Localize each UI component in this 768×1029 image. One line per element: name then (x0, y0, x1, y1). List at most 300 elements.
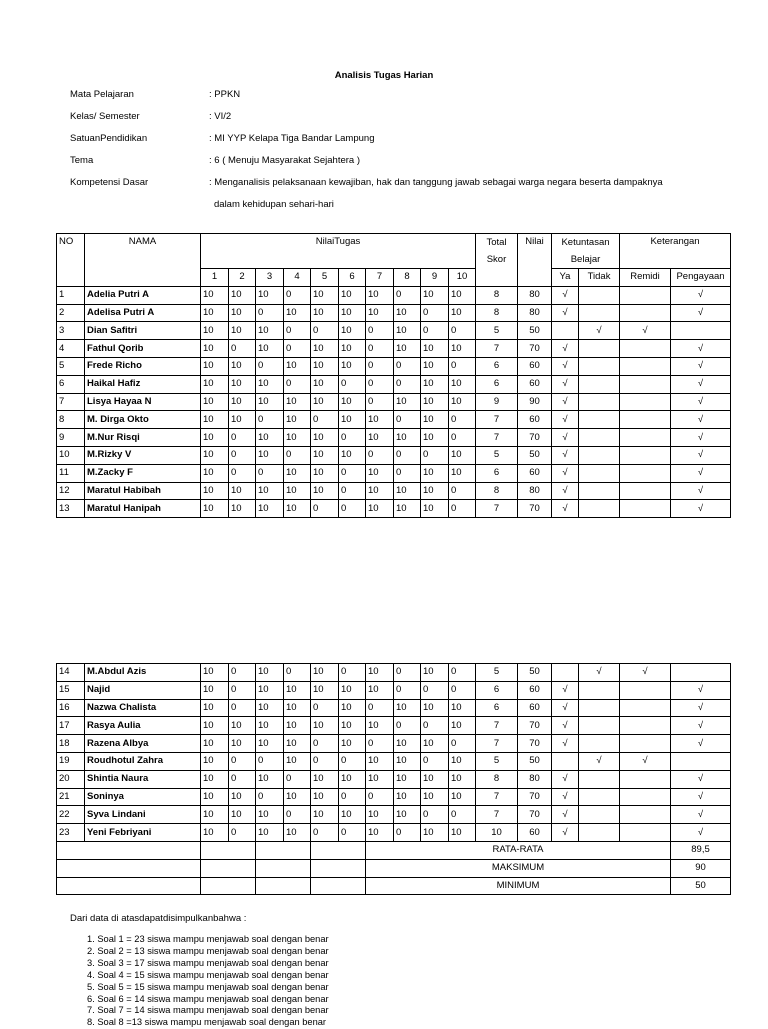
row-score: 0 (366, 340, 394, 358)
summary-blank (256, 859, 311, 877)
row-pengayaan: √ (671, 770, 731, 788)
row-total-skor: 7 (476, 429, 518, 447)
row-nilai: 70 (518, 429, 552, 447)
row-nama: Adelia Putri A (85, 286, 201, 304)
row-score: 0 (394, 375, 421, 393)
row-nama: Nazwa Chalista (85, 699, 201, 717)
header-ya: Ya (552, 269, 579, 287)
header-remidi: Remidi (620, 269, 671, 287)
row-score: 10 (229, 393, 256, 411)
header-nilai-tugas: NilaiTugas (201, 234, 476, 269)
row-score: 10 (339, 304, 366, 322)
row-ya: √ (552, 788, 579, 806)
row-score: 10 (394, 788, 421, 806)
row-total-skor: 6 (476, 357, 518, 375)
row-ya: √ (552, 357, 579, 375)
row-score: 10 (394, 340, 421, 358)
row-tidak (579, 788, 620, 806)
row-score: 10 (201, 717, 229, 735)
header-total-line1: Total (486, 237, 507, 248)
row-score: 0 (394, 446, 421, 464)
row-score: 10 (394, 482, 421, 500)
row-pengayaan: √ (671, 464, 731, 482)
row-no: 19 (57, 752, 85, 770)
row-score: 0 (229, 340, 256, 358)
meta-value: : 6 ( Menuju Masyarakat Sejahtera ) (209, 155, 361, 166)
summary-blank (57, 877, 201, 895)
meta-row-kd-cont (70, 198, 750, 220)
row-score: 0 (449, 482, 476, 500)
summary-blank (256, 877, 311, 895)
table-row (57, 375, 731, 393)
row-score: 10 (311, 357, 339, 375)
grades-table-part1 (56, 233, 731, 518)
row-score: 0 (394, 664, 421, 682)
row-score: 0 (394, 464, 421, 482)
row-total-skor: 10 (476, 824, 518, 842)
row-score: 0 (421, 322, 449, 340)
row-nama: Najid (85, 681, 201, 699)
row-score: 10 (311, 717, 339, 735)
summary-blank (57, 859, 201, 877)
row-remidi (620, 824, 671, 842)
row-score: 10 (284, 788, 311, 806)
row-score: 10 (311, 446, 339, 464)
row-nama: Adelisa Putri A (85, 304, 201, 322)
header-nama: NAMA (85, 234, 201, 287)
meta-row-tema (70, 154, 750, 176)
row-score: 0 (311, 322, 339, 340)
row-score: 10 (311, 393, 339, 411)
row-total-skor: 6 (476, 375, 518, 393)
row-score: 0 (366, 322, 394, 340)
row-ya: √ (552, 806, 579, 824)
row-score: 10 (201, 806, 229, 824)
row-nilai: 80 (518, 482, 552, 500)
row-score: 10 (366, 464, 394, 482)
row-nilai: 50 (518, 664, 552, 682)
row-score: 10 (366, 664, 394, 682)
row-no: 12 (57, 482, 85, 500)
row-total-skor: 5 (476, 664, 518, 682)
row-score: 0 (284, 664, 311, 682)
row-score: 10 (394, 770, 421, 788)
row-score: 10 (256, 699, 284, 717)
summary-blank (311, 877, 366, 895)
row-score: 10 (421, 357, 449, 375)
row-score: 10 (256, 681, 284, 699)
table-row (57, 340, 731, 358)
row-score: 0 (284, 340, 311, 358)
row-score: 10 (229, 482, 256, 500)
row-ya: √ (552, 304, 579, 322)
meta-info (70, 88, 750, 220)
row-nilai: 60 (518, 464, 552, 482)
row-ya (552, 664, 579, 682)
row-score: 0 (449, 681, 476, 699)
row-score: 0 (366, 446, 394, 464)
row-score: 10 (449, 770, 476, 788)
table-row (57, 664, 731, 682)
row-tidak (579, 770, 620, 788)
row-score: 10 (201, 411, 229, 429)
row-ya (552, 322, 579, 340)
row-ya: √ (552, 411, 579, 429)
row-score: 10 (449, 375, 476, 393)
conclusion-list (87, 934, 329, 1029)
row-score: 10 (284, 393, 311, 411)
header-no: NO (57, 234, 85, 287)
header-tidak: Tidak (579, 269, 620, 287)
table-row (57, 286, 731, 304)
row-score: 0 (256, 464, 284, 482)
row-total-skor: 6 (476, 699, 518, 717)
row-remidi (620, 788, 671, 806)
row-tidak (579, 411, 620, 429)
row-score: 10 (394, 304, 421, 322)
table-row (57, 717, 731, 735)
row-score: 0 (366, 699, 394, 717)
row-score: 10 (366, 752, 394, 770)
conclusion-item: 1. Soal 1 = 23 siswa mampu menjawab soal dengan benar (87, 934, 329, 944)
row-score: 10 (229, 500, 256, 518)
meta-label: Kelas/ Semester (70, 111, 140, 122)
row-score: 10 (394, 429, 421, 447)
row-nama: Dian Safitri (85, 322, 201, 340)
row-score: 10 (311, 788, 339, 806)
row-nilai: 50 (518, 322, 552, 340)
summary-blank (311, 859, 366, 877)
row-remidi (620, 304, 671, 322)
row-score: 0 (311, 699, 339, 717)
row-score: 10 (421, 500, 449, 518)
row-score: 0 (421, 806, 449, 824)
table-row (57, 482, 731, 500)
row-pengayaan: √ (671, 340, 731, 358)
row-nama: M. Dirga Okto (85, 411, 201, 429)
row-remidi (620, 393, 671, 411)
row-tidak (579, 717, 620, 735)
row-score: 10 (311, 286, 339, 304)
row-score: 0 (339, 375, 366, 393)
header-soal: 9 (421, 269, 449, 287)
row-remidi (620, 770, 671, 788)
table-row (57, 699, 731, 717)
row-pengayaan: √ (671, 824, 731, 842)
row-score: 0 (284, 806, 311, 824)
page-title: Analisis Tugas Harian (334, 70, 434, 81)
row-score: 10 (339, 340, 366, 358)
row-pengayaan: √ (671, 393, 731, 411)
row-score: 10 (421, 340, 449, 358)
header-pengayaan: Pengayaan (671, 269, 731, 287)
row-nama: Maratul Habibah (85, 482, 201, 500)
row-score: 10 (339, 681, 366, 699)
row-no: 17 (57, 717, 85, 735)
row-score: 10 (366, 806, 394, 824)
table-row (57, 752, 731, 770)
row-score: 0 (449, 429, 476, 447)
meta-value: : VI/2 (209, 111, 232, 122)
row-score: 10 (311, 806, 339, 824)
row-score: 10 (229, 357, 256, 375)
row-nama: M.Nur Risqi (85, 429, 201, 447)
meta-value-continued: dalam kehidupan sehari-hari (214, 199, 334, 210)
row-score: 10 (284, 500, 311, 518)
row-score: 10 (394, 393, 421, 411)
row-score: 10 (394, 500, 421, 518)
row-nama: Syva Lindani (85, 806, 201, 824)
summary-blank (201, 877, 256, 895)
row-nama: Haikal Hafiz (85, 375, 201, 393)
row-score: 10 (394, 735, 421, 753)
row-score: 10 (284, 699, 311, 717)
row-score: 0 (256, 752, 284, 770)
row-score: 10 (339, 699, 366, 717)
row-score: 10 (311, 340, 339, 358)
row-score: 0 (449, 735, 476, 753)
row-score: 10 (256, 322, 284, 340)
header-ketuntasan-line1: Ketuntasan (561, 237, 610, 248)
row-score: 0 (339, 500, 366, 518)
row-pengayaan: √ (671, 735, 731, 753)
row-nama: Fathul Qorib (85, 340, 201, 358)
row-score: 0 (449, 664, 476, 682)
meta-row-satuan (70, 132, 750, 154)
row-score: 10 (339, 717, 366, 735)
row-tidak (579, 824, 620, 842)
meta-label: SatuanPendidikan (70, 133, 148, 144)
table-row (57, 429, 731, 447)
row-score: 10 (284, 304, 311, 322)
row-remidi: √ (620, 752, 671, 770)
row-nama: Roudhotul Zahra (85, 752, 201, 770)
row-score: 0 (284, 322, 311, 340)
row-score: 10 (449, 286, 476, 304)
row-score: 10 (201, 375, 229, 393)
row-total-skor: 6 (476, 681, 518, 699)
row-score: 10 (229, 717, 256, 735)
row-nilai: 90 (518, 393, 552, 411)
row-score: 10 (256, 429, 284, 447)
row-score: 10 (284, 752, 311, 770)
row-score: 10 (366, 429, 394, 447)
row-no: 23 (57, 824, 85, 842)
row-score: 0 (339, 824, 366, 842)
row-tidak (579, 357, 620, 375)
row-score: 10 (449, 699, 476, 717)
row-nilai: 50 (518, 446, 552, 464)
header-soal: 2 (229, 269, 256, 287)
header-keterangan: Keterangan (620, 234, 731, 269)
row-pengayaan: √ (671, 286, 731, 304)
row-tidak (579, 735, 620, 753)
row-score: 10 (229, 322, 256, 340)
row-total-skor: 9 (476, 393, 518, 411)
row-score: 0 (256, 357, 284, 375)
table-row (57, 500, 731, 518)
row-score: 10 (229, 735, 256, 753)
row-score: 10 (366, 681, 394, 699)
row-total-skor: 5 (476, 752, 518, 770)
row-ya: √ (552, 429, 579, 447)
row-score: 10 (284, 411, 311, 429)
row-score: 10 (366, 286, 394, 304)
conclusion-item: 6. Soal 6 = 14 siswa mampu menjawab soal dengan benar (87, 993, 329, 1004)
row-score: 10 (256, 806, 284, 824)
row-no: 10 (57, 446, 85, 464)
row-nilai: 80 (518, 770, 552, 788)
row-remidi (620, 446, 671, 464)
row-score: 10 (284, 429, 311, 447)
row-score: 10 (229, 806, 256, 824)
row-pengayaan: √ (671, 806, 731, 824)
row-score: 10 (201, 393, 229, 411)
row-nilai: 80 (518, 286, 552, 304)
header-ketuntasan-line2: Belajar (570, 254, 601, 265)
table-row (57, 770, 731, 788)
meta-label: Mata Pelajaran (70, 89, 134, 100)
meta-row-kd (70, 176, 750, 198)
row-score: 10 (284, 357, 311, 375)
row-nilai: 60 (518, 375, 552, 393)
row-nama: Yeni Febriyani (85, 824, 201, 842)
row-score: 10 (394, 752, 421, 770)
row-score: 10 (256, 286, 284, 304)
row-score: 10 (339, 446, 366, 464)
row-score: 10 (449, 340, 476, 358)
row-pengayaan: √ (671, 446, 731, 464)
row-score: 0 (394, 286, 421, 304)
row-remidi (620, 429, 671, 447)
row-nilai: 80 (518, 304, 552, 322)
row-no: 1 (57, 286, 85, 304)
row-score: 0 (366, 735, 394, 753)
row-score: 0 (366, 788, 394, 806)
row-score: 10 (201, 664, 229, 682)
row-score: 0 (366, 357, 394, 375)
row-nama: Maratul Hanipah (85, 500, 201, 518)
row-score: 0 (229, 446, 256, 464)
grades-table-part2 (56, 663, 731, 895)
header-soal: 1 (201, 269, 229, 287)
row-total-skor: 7 (476, 411, 518, 429)
row-remidi (620, 340, 671, 358)
row-tidak (579, 482, 620, 500)
row-score: 0 (421, 752, 449, 770)
row-no: 9 (57, 429, 85, 447)
row-score: 0 (256, 788, 284, 806)
row-score: 10 (449, 464, 476, 482)
row-score: 10 (256, 446, 284, 464)
summary-label: MAKSIMUM (366, 859, 671, 877)
row-score: 10 (366, 824, 394, 842)
row-score: 10 (366, 770, 394, 788)
row-score: 10 (366, 500, 394, 518)
row-no: 7 (57, 393, 85, 411)
row-score: 10 (421, 375, 449, 393)
row-no: 18 (57, 735, 85, 753)
row-score: 0 (284, 375, 311, 393)
row-score: 10 (311, 664, 339, 682)
row-score: 0 (421, 446, 449, 464)
row-score: 0 (256, 411, 284, 429)
row-no: 22 (57, 806, 85, 824)
row-remidi: √ (620, 322, 671, 340)
row-score: 0 (449, 357, 476, 375)
row-no: 16 (57, 699, 85, 717)
summary-label: RATA-RATA (366, 841, 671, 859)
row-score: 10 (201, 788, 229, 806)
meta-row-kelas (70, 110, 750, 132)
row-tidak (579, 304, 620, 322)
summary-value: 90 (671, 859, 731, 877)
row-total-skor: 8 (476, 482, 518, 500)
row-nilai: 60 (518, 824, 552, 842)
row-score: 10 (449, 717, 476, 735)
row-remidi (620, 735, 671, 753)
row-score: 10 (311, 681, 339, 699)
row-score: 10 (421, 482, 449, 500)
meta-value: : PPKN (209, 89, 241, 100)
row-nilai: 60 (518, 681, 552, 699)
summary-blank (57, 841, 201, 859)
summary-row (57, 841, 731, 859)
row-nama: Frede Richo (85, 357, 201, 375)
row-remidi: √ (620, 664, 671, 682)
row-score: 10 (229, 788, 256, 806)
conclusion-item: 8. Soal 8 =13 siswa mampu menjawab soal dengan benar (87, 1017, 327, 1028)
row-remidi (620, 482, 671, 500)
row-score: 10 (339, 357, 366, 375)
row-score: 10 (339, 286, 366, 304)
row-score: 0 (339, 429, 366, 447)
row-pengayaan: √ (671, 375, 731, 393)
row-pengayaan: √ (671, 699, 731, 717)
row-remidi (620, 375, 671, 393)
row-score: 0 (421, 681, 449, 699)
row-tidak (579, 393, 620, 411)
row-total-skor: 6 (476, 464, 518, 482)
row-nilai: 60 (518, 357, 552, 375)
row-score: 10 (256, 500, 284, 518)
row-score: 10 (229, 304, 256, 322)
table-row (57, 681, 731, 699)
row-remidi (620, 699, 671, 717)
row-tidak (579, 699, 620, 717)
row-score: 0 (339, 482, 366, 500)
row-score: 10 (311, 375, 339, 393)
row-pengayaan: √ (671, 717, 731, 735)
row-score: 10 (339, 393, 366, 411)
table-row (57, 735, 731, 753)
table-row (57, 806, 731, 824)
row-ya: √ (552, 340, 579, 358)
row-ya: √ (552, 735, 579, 753)
header-ketuntasan (552, 234, 620, 269)
row-ya: √ (552, 482, 579, 500)
conclusion-item: 5. Soal 5 = 15 siswa mampu menjawab soal dengan benar (87, 981, 329, 992)
row-pengayaan: √ (671, 681, 731, 699)
row-score: 10 (256, 735, 284, 753)
row-ya: √ (552, 393, 579, 411)
row-score: 10 (339, 735, 366, 753)
row-score: 0 (311, 735, 339, 753)
row-ya: √ (552, 464, 579, 482)
row-score: 10 (284, 824, 311, 842)
row-score: 10 (311, 464, 339, 482)
meta-value: : MI YYP Kelapa Tiga Bandar Lampung (209, 133, 375, 144)
